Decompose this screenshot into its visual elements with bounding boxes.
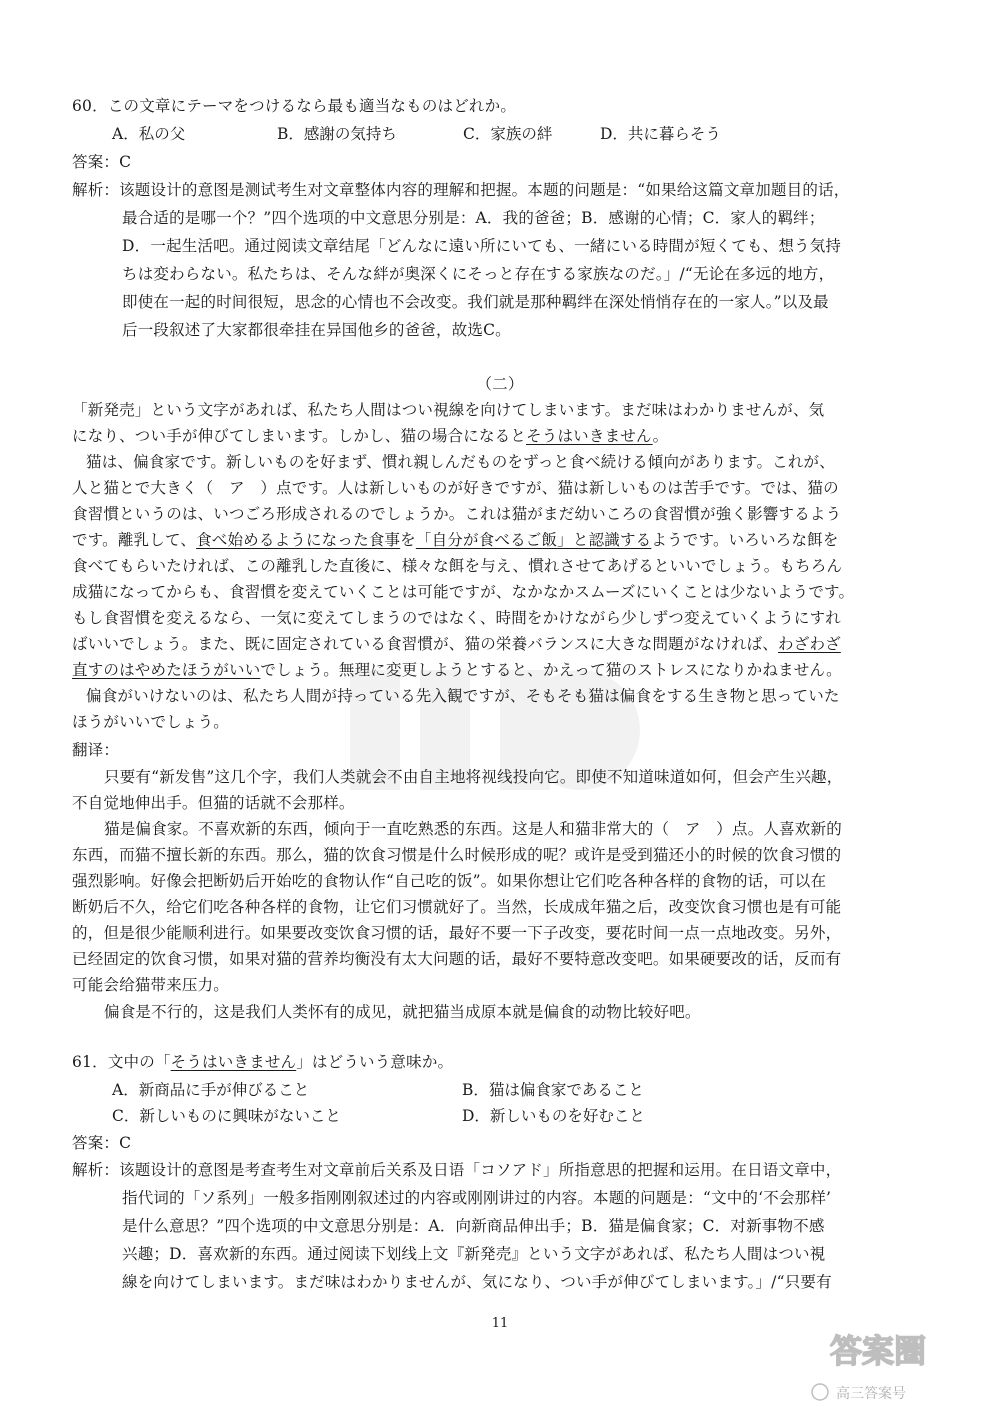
passage-line: ほうがいいでしょう。 — [72, 713, 230, 731]
page-number: 11 — [491, 1316, 509, 1331]
translation-line: 的，但是很少能顺利进行。如果要改变饮食习惯的话，最好不要一下子改变，要花时间一点一点地改变。另外， — [72, 924, 842, 942]
translation-line: 只要有“新发售”这几个字，我们人类就会不由自主地将视线投向它。即使不知道味道如何，但会产生兴趣， — [104, 768, 843, 786]
section-heading: （二） — [476, 375, 524, 393]
q60-analysis-line: ちは変わらない。私たちは、そんな絆が奥深くにそっと存在する家族なのだ。」/“无论在多远的地方， — [122, 265, 835, 283]
passage-text: でしょう。無理に変更しようとすると、かえって猫のストレスになりかねません。 — [260, 661, 842, 679]
q60-question: 60．この文章にテーマをつけるなら最も適当なものはどれか。 — [72, 97, 517, 115]
q60-analysis-line: D．一起生活吧。通过阅读文章结尾「どんなに遠い所にいても、一緒にいる時間が短くても、想う気持 — [122, 237, 842, 255]
passage-line: 食習慣というのは、いつごろ形成されるのでしょうか。これは猫がまだ幼いころの食習慣が強く影響するよう — [72, 505, 842, 523]
underlined-phrase: 食べ始めるようになった食事 — [196, 531, 401, 549]
q60-analysis-line: 解析：该题设计的意图是测试考生对文章整体内容的理解和把握。本题的问题是：“如果给这篇文章加题目的话， — [72, 181, 850, 199]
q60-option-a: A．私の父 — [112, 125, 186, 143]
underlined-phrase: 直すのはやめたほうがいい — [72, 661, 261, 679]
translation-label: 翻译： — [72, 741, 120, 759]
q61-option-b: B．猫は偏食家であること — [462, 1081, 644, 1099]
q61-option-c: C．新しいものに興味がないこと — [112, 1107, 341, 1125]
q61-question — [72, 1052, 453, 1072]
q61-option-d: D．新しいものを好むこと — [462, 1107, 645, 1125]
question-text: 61．文中の「 — [72, 1053, 171, 1071]
q61-answer: 答案：C — [72, 1134, 132, 1152]
q60-option-c: C．家族の絆 — [463, 125, 553, 143]
passage-line: 「新発売」という文字があれば、私たち人間はつい視線を向けてしまいます。まだ味はわかりませんが、気 — [72, 401, 825, 419]
translation-line: 偏食是不行的，这是我们人类怀有的成见，就把猫当成原本就是偏食的动物比较好吧。 — [104, 1003, 701, 1021]
q61-analysis-line: 是什么意思？”四个选项的中文意思分别是：A．向新商品伸出手；B．猫是偏食家；C．对新事物不感 — [122, 1217, 825, 1235]
passage-line — [72, 530, 839, 550]
passage-line — [72, 634, 841, 654]
underlined-phrase: 「自分が食べるご飯」と認識する — [415, 531, 652, 549]
translation-line: 可能会给猫带来压力。 — [72, 976, 230, 994]
corner-logo-icon — [790, 1328, 990, 1408]
passage-line: もし食習慣を変えるなら、一気に変えてしまうのではなく、時間をかけながら少しずつ変えていくようにすれ — [72, 609, 841, 627]
underlined-phrase: そうはいきません — [526, 427, 653, 445]
passage-text: です。離乳して、 — [72, 531, 197, 549]
q61-option-a: A．新商品に手が伸びること — [112, 1081, 310, 1099]
passage-text: になり、つい手が伸びてしまいます。しかし、猫の場合になると — [72, 427, 527, 445]
q60-analysis-line: 最合适的是哪一个？”四个选项的中文意思分别是：A．我的爸爸；B．感谢的心情；C．家人的羁绊； — [122, 209, 825, 227]
translation-line: 东西，而猫不擅长新的东西。那么，猫的饮食习惯是什么时候形成的呢？或许是受到猫还小的时候的饮食习惯的 — [72, 846, 842, 864]
passage-text: ようです。いろいろな餌を — [651, 531, 839, 549]
q61-analysis-line: 指代词的「ソ系列」一般多指刚刚叙述过的内容或刚刚讲过的内容。本题的问题是：“文中的‘不会那样’ — [122, 1189, 832, 1207]
passage-text: ばいいでしょう。また、既に固定されている食習慣が、猫の栄養バランスに大きな問題がなければ、 — [72, 635, 779, 653]
q61-analysis-line: 線を向けてしまいます。まだ味はわかりませんが、気になり、つい手が伸びてしまいます。」/“只要有 — [122, 1273, 832, 1291]
translation-line: 已经固定的饮食习惯，如果对猫的营养均衡没有太大问题的话，最好不要特意改变吧。如果硬要改的话，反而有 — [72, 950, 842, 968]
translation-line: 不自觉地伸出手。但猫的话就不会那样。 — [72, 794, 355, 812]
underlined-phrase: わざわざ — [778, 635, 841, 653]
passage-line: 成猫になってからも、食習慣を変えていくことは可能ですが、なかなかスムーズにいくことは少ないようです。 — [72, 583, 855, 601]
passage-text: を — [400, 531, 416, 549]
translation-line: 强烈影响。好像会把断奶后开始吃的食物认作“自己吃的饭”。如果你想让它们吃各种各样的食物的话，可以在 — [72, 872, 827, 890]
passage-line: 偏食がいけないのは、私たち人間が持っている先入観ですが、そもそも猫は偏食をする生き物と思っていた — [86, 687, 840, 705]
q60-analysis-line: 即使在一起的时间很短，思念的心情也不会改变。我们就是那种羁绊在深处悄悄存在的一家人。”以及最 — [122, 293, 829, 311]
passage-line: 食べてもらいたければ、この離乳した直後に、様々な餌を与え、慣れさせてあげるといいでしょう。もちろん — [72, 557, 843, 575]
passage-line — [72, 660, 842, 680]
passage-text: 。 — [652, 427, 669, 445]
q61-analysis-line: 兴趣；D．喜欢新的东西。通过阅读下划线上文『新発売』という文字があれば、私たち人間はつい視 — [122, 1245, 826, 1263]
logo-big-text: 答案圈 — [830, 1332, 927, 1370]
logo-caption: 高三答案号 — [836, 1386, 906, 1402]
q60-analysis-line: 后一段叙述了大家都很牵挂在异国他乡的爸爸，故选C。 — [122, 321, 511, 339]
q61-analysis-line: 解析：该题设计的意图是考查考生对文章前后关系及日语「コソアド」所指意思的把握和运用。在日语文章中， — [72, 1161, 842, 1179]
passage-line — [72, 426, 668, 446]
translation-line: 猫是偏食家。不喜欢新的东西，倾向于一直吃熟悉的东西。这是人和猫非常大的（ ア ）点。人喜欢新的 — [104, 820, 842, 838]
passage-line: 人と猫とで大きく（ ア ）点です。人は新しいものが好きですが、猫は新しいものは苦手です。では、猫の — [72, 479, 839, 497]
translation-line: 断奶后不久，给它们吃各种各样的食物，让它们习惯就好了。当然，长成成年猫之后，改变饮食习惯也是有可能 — [72, 898, 842, 916]
q60-answer: 答案：C — [72, 153, 132, 171]
passage-line: 猫は、偏食家です。新しいものを好まず、慣れ親しんだものをずっと食べ続ける傾向があります。これが、 — [86, 453, 835, 471]
q60-option-d: D．共に暮らそう — [600, 125, 721, 143]
underlined-phrase: そうはいきません — [170, 1053, 297, 1071]
q60-option-b: B．感謝の気持ち — [277, 125, 397, 143]
question-text: 」はどういう意味か。 — [296, 1053, 454, 1071]
